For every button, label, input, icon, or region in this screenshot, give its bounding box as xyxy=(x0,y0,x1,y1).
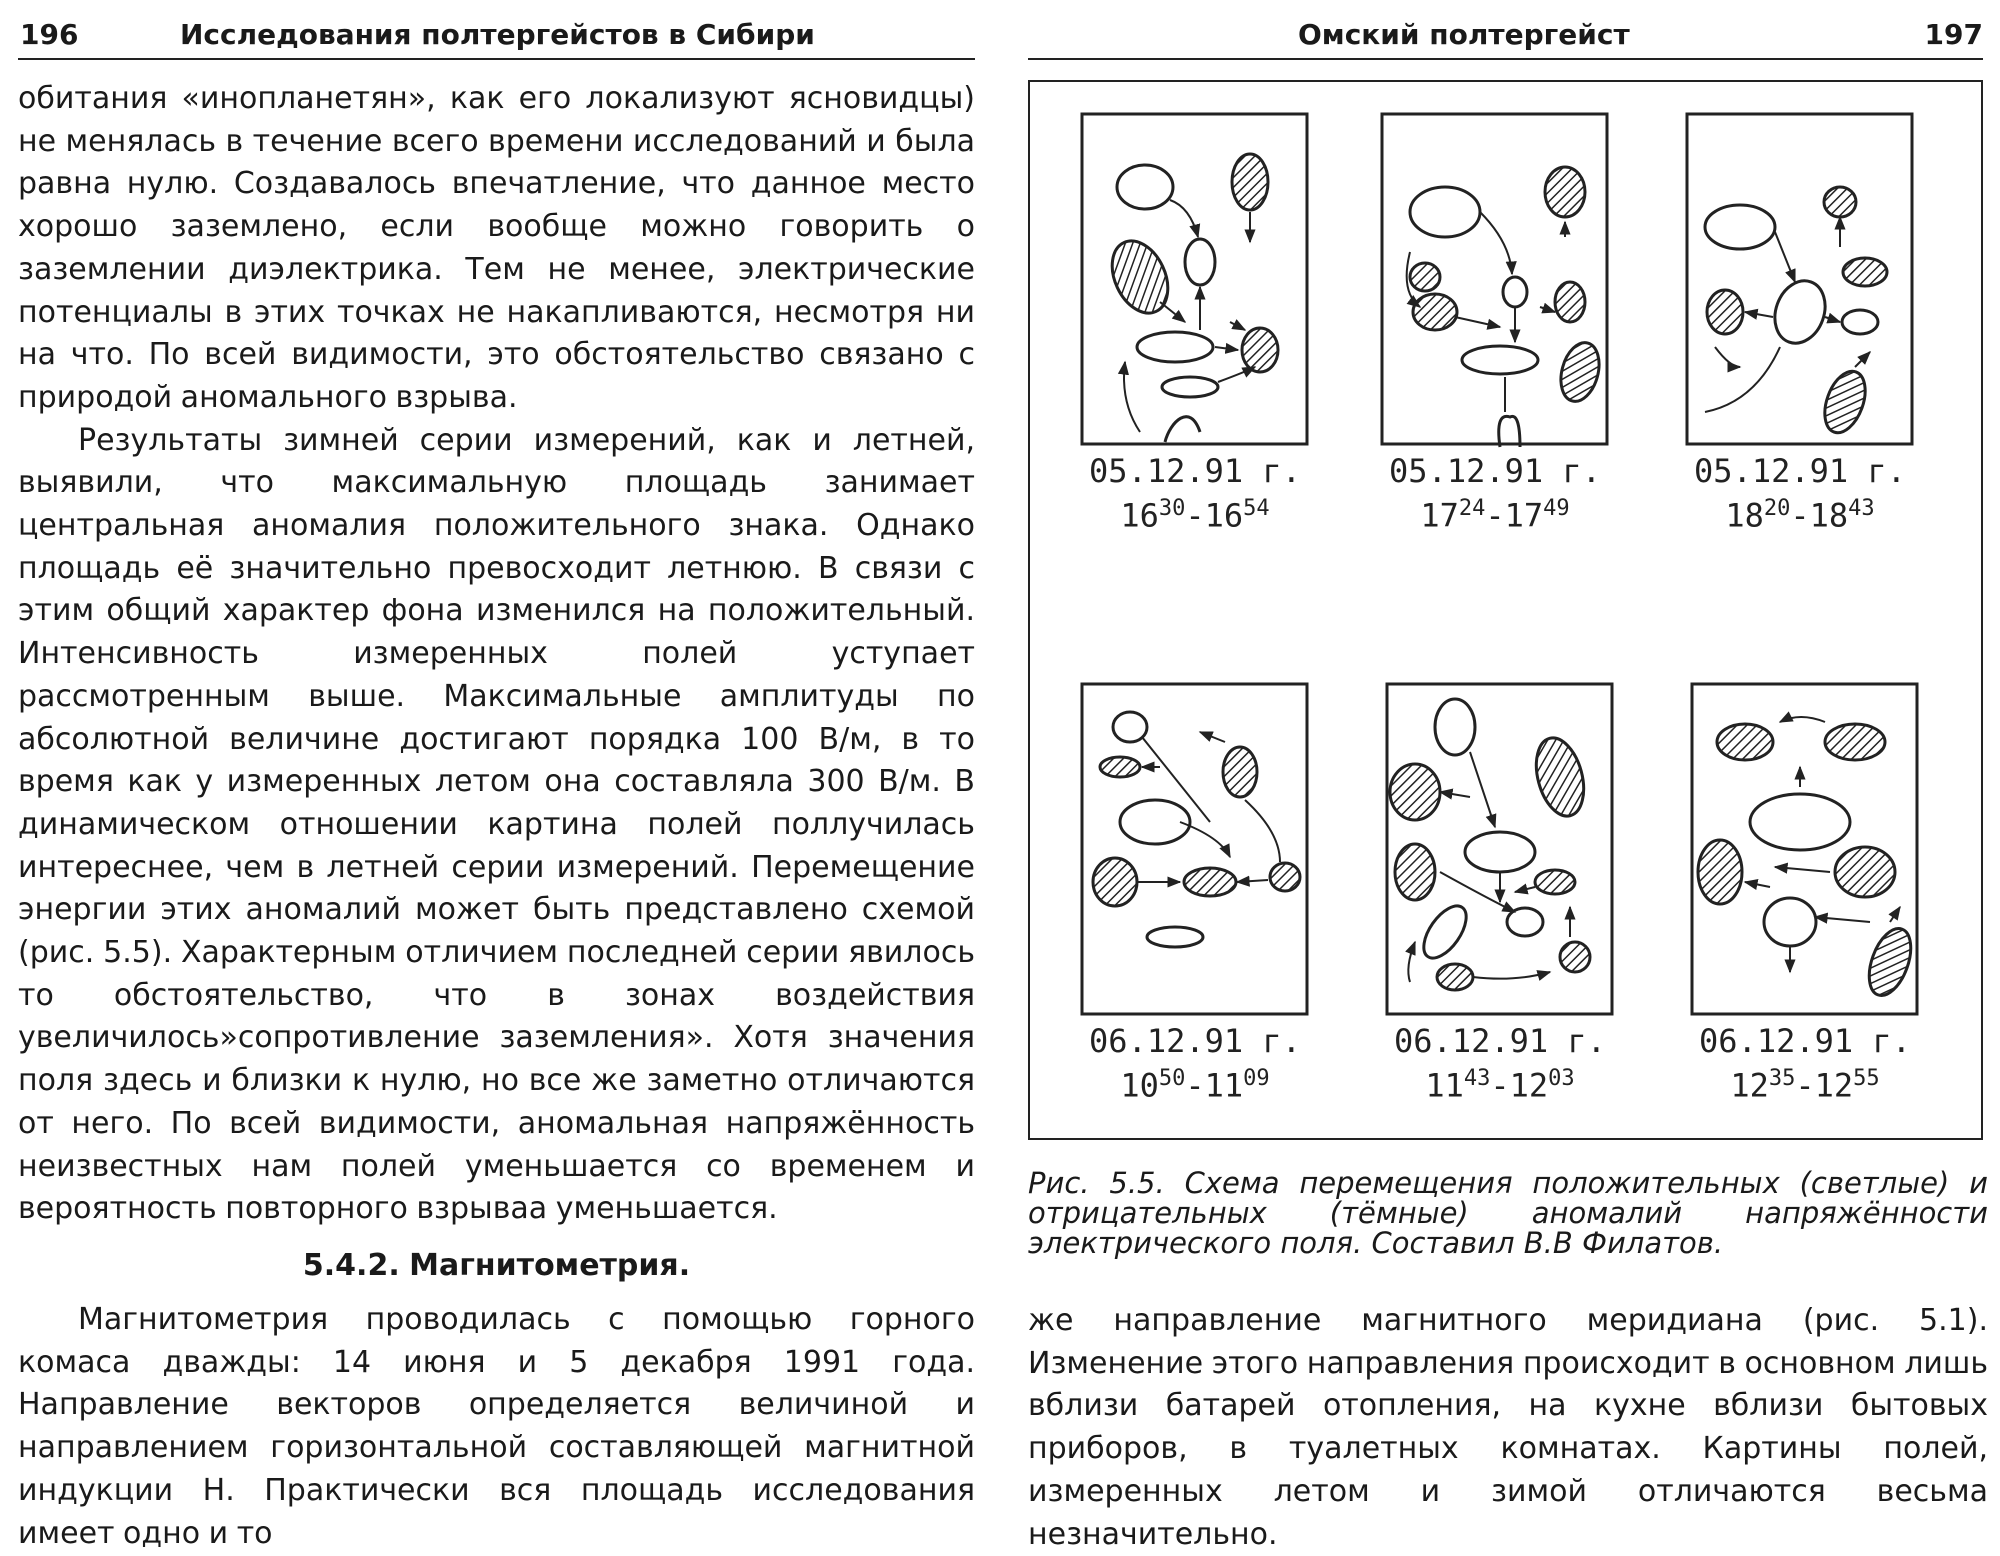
diagram-panel-2 xyxy=(1380,112,1610,452)
diagram-panel-6 xyxy=(1690,682,1920,1022)
header-rule-right xyxy=(1028,58,1983,60)
continuation-paragraph: же направление магнитного меридиана (рис. 5.1). Изменение этого направления происходит в основном лишь вблизи батарей отопления, на кухне вблизи бытовых приборов, в туалетных комнатах. Картины полей, измеренных летом и зимой отличаются весьма незначительно. xyxy=(1028,1303,1988,1552)
panel-4-date: 06.12.91 г. xyxy=(1089,1022,1301,1060)
panel-6-time: $12^{35}-12^{55}$ xyxy=(1730,1066,1880,1105)
page-number-left: 196 xyxy=(20,18,79,51)
running-title-right: Омский полтергейст xyxy=(1298,18,1630,51)
paragraph-2: Результаты зимней серии измерений, как и летней, выявили, что максимальную площадь занимает центральная аномалия положительного знака. Однако площадь её значительно превосходит летнюю. В связи с этим общий характер фона изменился на положительный. Интенсивность измеренных полей уступает рассмотренным выше. Максимальные амплитуды по абсолютной величине достигают порядка 100 В/м, в то время как у измеренных летом она составляла 300 В/м. В динамическом отношении картина полей поллучилась интереснее, чем в летней серии измерений. Перемещение энергии этих аномалий может быть представлено схемой (рис. 5.5). Характерным отличием последней серии явилось то обстоятельство, что в зонах воздействия увеличилось»сопротивление заземления». Хотя значения поля здесь и близки к нулю, но все же заметно отличаются от него. По всей видимости, аномальная напряжённость неизвестных нам полей уменьшается со временем и вероятность повторного взрываа уменьшается. xyxy=(18,422,975,1227)
diagram-panel-5 xyxy=(1385,682,1615,1022)
panel-5-time: $11^{43}-12^{03}$ xyxy=(1425,1066,1575,1105)
running-title-left: Исследования полтергейстов в Сибири xyxy=(180,18,815,51)
panel-2-date: 05.12.91 г. xyxy=(1389,452,1601,490)
panel-1-date: 05.12.91 г. xyxy=(1089,452,1301,490)
panel-1-time: $16^{30}-16^{54}$ xyxy=(1120,496,1270,535)
panel-1-caption xyxy=(1050,452,1340,535)
page-number-right: 197 xyxy=(1924,18,1983,51)
diagram-panel-3 xyxy=(1685,112,1915,452)
right-body xyxy=(1028,1300,1988,1556)
diagram-panel-4 xyxy=(1080,682,1310,1022)
panel-5-caption xyxy=(1355,1022,1645,1105)
figure-5-5 xyxy=(1028,80,1983,1140)
panel-2-time: $17^{24}-17^{49}$ xyxy=(1420,496,1570,535)
diagram-panel-1 xyxy=(1080,112,1310,452)
running-head-right xyxy=(1028,14,1983,56)
panel-5-date: 06.12.91 г. xyxy=(1394,1022,1606,1060)
panel-6-caption xyxy=(1660,1022,1950,1105)
panel-3-date: 05.12.91 г. xyxy=(1694,452,1906,490)
left-body xyxy=(18,78,975,1555)
right-page xyxy=(1028,0,2000,1552)
running-head-left xyxy=(20,14,975,56)
panel-4-time: $10^{50}-11^{09}$ xyxy=(1120,1066,1270,1105)
panel-3-time: $18^{20}-18^{43}$ xyxy=(1725,496,1875,535)
panel-4-caption xyxy=(1050,1022,1340,1105)
left-page xyxy=(0,0,975,1551)
paragraph-3: Магнитометрия проводилась с помощью горного комаса дважды: 14 июня и 5 декабря 1991 года. Направление векторов определяется величиной и направлением горизонтальной составляющей магнитной индукции Н. Практически вся площадь исследования имеет одно и то xyxy=(18,1301,975,1551)
panel-2-caption xyxy=(1350,452,1640,535)
paragraph-1: обитания «инопланетян», как его локализуют ясновидцы) не менялась в течение всего времени исследований и была равна нулю. Создавалось впечатление, что данное место хорошо заземлено, если вообще можно говорить о заземлении диэлектрика. Тем не менее, электрические потенциалы в этих точках не накапливаются, несмотря ни на что. По всей видимости, это обстоятельство связано с природой аномального взрыва. xyxy=(18,81,975,415)
figure-caption: Рис. 5.5. Схема перемещения положительных (светлые) и отрицательных (тёмные) аномалий напряжённости электрического поля. Составил В.В Филатов. xyxy=(1028,1166,1988,1260)
panel-6-date: 06.12.91 г. xyxy=(1699,1022,1911,1060)
panel-3-caption xyxy=(1655,452,1945,535)
header-rule-left xyxy=(18,58,975,60)
section-heading: 5.4.2. Магнитометрия. xyxy=(302,1247,691,1283)
